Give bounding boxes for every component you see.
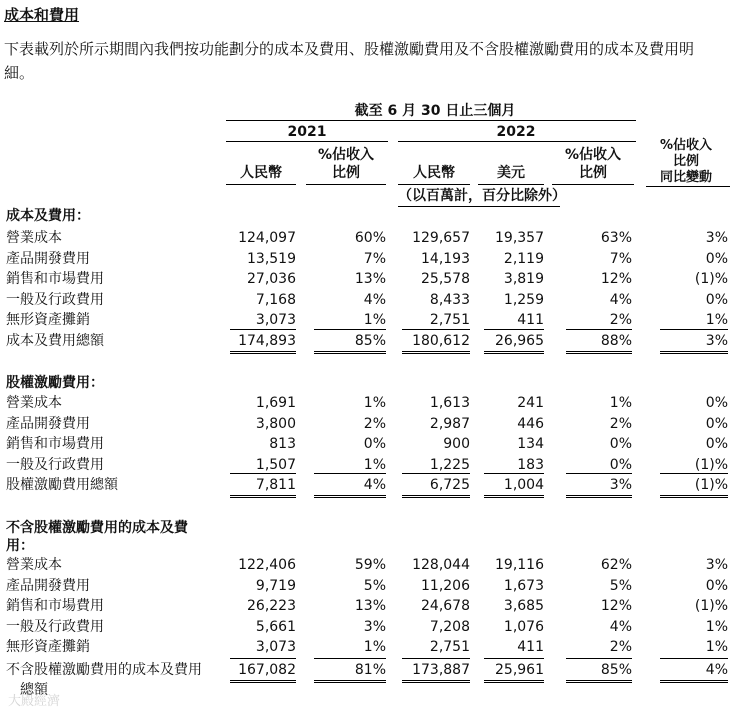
total-double-rule	[566, 680, 632, 681]
total-double-rule	[484, 680, 544, 681]
row-value-rmb2021: 3,800	[255, 416, 296, 432]
row-value-rmb2021: 13,519	[247, 251, 296, 267]
col-underline	[552, 184, 634, 185]
total-value-pct2021: 4%	[363, 477, 386, 493]
total-double-rule	[660, 497, 728, 498]
row-value-rmb2022: 24,678	[421, 598, 470, 614]
row-value-pct2022: 0%	[609, 436, 632, 452]
row-value-rmb2021: 122,406	[238, 557, 296, 573]
total-value-rmb2021: 174,893	[238, 333, 296, 349]
subtotal-rule	[484, 658, 544, 659]
year-2022-underline	[398, 141, 636, 142]
total-double-rule	[402, 495, 470, 496]
row-value-pct2022: 7%	[609, 251, 632, 267]
row-value-yoy: 0%	[705, 251, 728, 267]
row-value-rmb2022: 2,987	[429, 416, 470, 432]
total-double-rule	[314, 497, 386, 498]
row-value-usd2022: 183	[517, 457, 544, 473]
row-value-usd2022: 446	[517, 416, 544, 432]
total-value-pct2022: 85%	[600, 662, 632, 678]
total-double-rule	[484, 351, 544, 352]
row-value-usd2022: 411	[517, 312, 544, 328]
row-value-rmb2022: 7,208	[429, 619, 470, 635]
row-label: 一般及行政費用	[6, 619, 104, 635]
section-heading-excl-sbc-line2: 用：	[6, 538, 34, 554]
total-value-rmb2021: 167,082	[238, 662, 296, 678]
total-double-rule	[230, 680, 296, 681]
row-value-pct2022: 2%	[609, 639, 632, 655]
row-value-pct2022: 2%	[609, 416, 632, 432]
row-value-pct2021: 1%	[363, 312, 386, 328]
row-label: 營業成本	[6, 557, 62, 573]
total-value-pct2021: 81%	[354, 662, 386, 678]
subtotal-rule	[566, 473, 632, 474]
subtotal-rule	[314, 473, 386, 474]
col-underline	[226, 184, 296, 185]
total-value-rmb2022: 6,725	[429, 477, 470, 493]
row-value-yoy: 1%	[705, 312, 728, 328]
row-label: 銷售和市場費用	[6, 598, 104, 614]
row-label: 產品開發費用	[6, 578, 90, 594]
row-value-pct2021: 13%	[354, 598, 386, 614]
subtotal-rule	[660, 329, 728, 330]
total-double-rule	[230, 353, 296, 354]
intro-paragraph: 下表載列於所示期間內我們按功能劃分的成本及費用、股權激勵費用及不含股權激勵費用的成本及費用明細。	[4, 40, 695, 82]
row-label: 銷售和市場費用	[6, 436, 104, 452]
total-double-rule	[660, 495, 728, 496]
subtotal-rule	[230, 473, 296, 474]
row-value-yoy: 3%	[705, 557, 728, 573]
row-value-yoy: 0%	[705, 292, 728, 308]
row-value-usd2022: 3,819	[503, 271, 544, 287]
row-value-rmb2021: 5,661	[255, 619, 296, 635]
total-double-rule	[230, 682, 296, 683]
row-value-pct2021: 59%	[354, 557, 386, 573]
row-value-usd2022: 19,357	[495, 230, 544, 246]
row-value-rmb2021: 27,036	[247, 271, 296, 287]
row-value-pct2022: 0%	[609, 457, 632, 473]
total-value-usd2022: 26,965	[495, 333, 544, 349]
row-value-yoy: 0%	[705, 395, 728, 411]
row-label: 銷售和市場費用	[6, 271, 104, 287]
total-double-rule	[402, 680, 470, 681]
subtotal-rule	[314, 329, 386, 330]
total-value-usd2022: 1,004	[503, 477, 544, 493]
page-title: 成本和費用	[4, 6, 80, 24]
total-label: 成本及費用總額	[6, 333, 104, 349]
total-double-rule	[402, 351, 470, 352]
total-double-rule	[484, 682, 544, 683]
col-underline	[398, 184, 470, 185]
row-label: 無形資產攤銷	[6, 639, 90, 655]
row-value-pct2021: 4%	[363, 292, 386, 308]
row-value-pct2022: 63%	[600, 230, 632, 246]
total-double-rule	[230, 497, 296, 498]
total-double-rule	[314, 353, 386, 354]
row-value-pct2021: 13%	[354, 271, 386, 287]
subtotal-rule	[484, 473, 544, 474]
row-value-pct2022: 5%	[609, 578, 632, 594]
row-value-rmb2022: 900	[443, 436, 470, 452]
row-value-yoy: 1%	[705, 639, 728, 655]
subtotal-rule	[402, 658, 470, 659]
total-double-rule	[230, 351, 296, 352]
row-value-usd2022: 3,685	[503, 598, 544, 614]
row-value-pct2021: 5%	[363, 578, 386, 594]
total-double-rule	[484, 497, 544, 498]
subtotal-rule	[660, 658, 728, 659]
row-value-rmb2022: 11,206	[421, 578, 470, 594]
row-label: 無形資產攤銷	[6, 312, 90, 328]
total-label: 股權激勵費用總額	[6, 477, 118, 493]
total-double-rule	[314, 495, 386, 496]
total-value-yoy: 3%	[705, 333, 728, 349]
unit-note: （以百萬計，百分比除外）	[398, 188, 566, 204]
total-double-rule	[566, 495, 632, 496]
subtotal-rule	[484, 329, 544, 330]
total-value-yoy: (1)%	[694, 477, 728, 493]
row-label: 營業成本	[6, 230, 62, 246]
period-header: 截至 6 月 30 日止三個月	[354, 103, 516, 119]
row-value-rmb2022: 1,225	[429, 457, 470, 473]
row-label: 一般及行政費用	[6, 457, 104, 473]
row-value-pct2022: 2%	[609, 312, 632, 328]
col-yoy-line3: 同比變動	[659, 170, 712, 185]
year-2022-header: 2022	[496, 124, 536, 140]
row-value-rmb2021: 1,691	[255, 395, 296, 411]
section-heading-costs: 成本及費用：	[6, 208, 90, 224]
row-value-pct2021: 1%	[363, 457, 386, 473]
row-value-yoy: (1)%	[694, 271, 728, 287]
total-double-rule	[484, 495, 544, 496]
row-value-rmb2021: 124,097	[238, 230, 296, 246]
col-pct-2022-line1: %佔收入	[564, 147, 622, 163]
row-value-rmb2022: 128,044	[412, 557, 470, 573]
total-double-rule	[484, 353, 544, 354]
row-value-pct2022: 4%	[609, 292, 632, 308]
row-value-rmb2022: 1,613	[429, 395, 470, 411]
row-value-rmb2021: 3,073	[255, 312, 296, 328]
row-value-rmb2021: 26,223	[247, 598, 296, 614]
total-value-rmb2022: 173,887	[412, 662, 470, 678]
year-2021-header: 2021	[287, 124, 327, 140]
col-underline	[646, 186, 730, 187]
row-value-pct2021: 1%	[363, 395, 386, 411]
col-pct-2021-line1: %佔收入	[317, 147, 375, 163]
row-value-yoy: (1)%	[694, 598, 728, 614]
col-rmb-2021: 人民幣	[240, 165, 282, 181]
subtotal-rule	[230, 329, 296, 330]
total-double-rule	[314, 682, 386, 683]
row-value-usd2022: 1,259	[503, 292, 544, 308]
subtotal-rule	[660, 473, 728, 474]
total-value-pct2022: 88%	[600, 333, 632, 349]
total-value-yoy: 4%	[705, 662, 728, 678]
row-label: 產品開發費用	[6, 416, 90, 432]
row-value-rmb2022: 129,657	[412, 230, 470, 246]
col-rmb-2022: 人民幣	[413, 165, 455, 181]
row-value-usd2022: 19,116	[495, 557, 544, 573]
row-value-usd2022: 1,076	[503, 619, 544, 635]
total-value-usd2022: 25,961	[495, 662, 544, 678]
total-double-rule	[566, 351, 632, 352]
total-double-rule	[660, 353, 728, 354]
total-double-rule	[402, 353, 470, 354]
row-value-usd2022: 1,673	[503, 578, 544, 594]
col-usd-2022: 美元	[497, 165, 525, 181]
row-value-pct2021: 7%	[363, 251, 386, 267]
watermark: 大殿經濟	[8, 694, 61, 709]
subtotal-rule	[566, 329, 632, 330]
subtotal-rule	[402, 473, 470, 474]
total-double-rule	[660, 682, 728, 683]
row-value-yoy: 3%	[705, 230, 728, 246]
subtotal-rule	[230, 658, 296, 659]
row-value-yoy: (1)%	[694, 457, 728, 473]
row-value-rmb2021: 1,507	[255, 457, 296, 473]
row-value-rmb2022: 25,578	[421, 271, 470, 287]
total-double-rule	[314, 680, 386, 681]
row-value-pct2022: 12%	[600, 598, 632, 614]
row-value-pct2022: 62%	[600, 557, 632, 573]
period-underline	[226, 120, 636, 121]
row-value-rmb2022: 8,433	[429, 292, 470, 308]
row-label: 營業成本	[6, 395, 62, 411]
unit-note-underline	[398, 206, 560, 207]
row-value-rmb2022: 2,751	[429, 639, 470, 655]
row-value-pct2021: 1%	[363, 639, 386, 655]
section-heading-excl-sbc-line1: 不含股權激勵費用的成本及費	[6, 520, 188, 536]
row-value-usd2022: 134	[517, 436, 544, 452]
row-value-rmb2021: 9,719	[255, 578, 296, 594]
total-value-rmb2021: 7,811	[255, 477, 296, 493]
row-value-pct2022: 1%	[609, 395, 632, 411]
col-yoy-line1: %佔收入	[659, 138, 713, 153]
col-yoy-line2: 比例	[672, 154, 699, 169]
row-value-usd2022: 241	[517, 395, 544, 411]
row-value-yoy: 0%	[705, 436, 728, 452]
total-double-rule	[230, 495, 296, 496]
row-value-usd2022: 411	[517, 639, 544, 655]
row-value-pct2021: 0%	[363, 436, 386, 452]
total-double-rule	[566, 353, 632, 354]
total-double-rule	[566, 497, 632, 498]
row-value-yoy: 0%	[705, 578, 728, 594]
col-underline	[306, 184, 386, 185]
row-label: 一般及行政費用	[6, 292, 104, 308]
row-value-rmb2021: 813	[269, 436, 296, 452]
total-value-pct2022: 3%	[609, 477, 632, 493]
section-heading-sbc: 股權激勵費用：	[6, 375, 104, 391]
row-value-rmb2022: 14,193	[421, 251, 470, 267]
row-value-pct2022: 12%	[600, 271, 632, 287]
total-double-rule	[660, 351, 728, 352]
row-value-pct2021: 2%	[363, 416, 386, 432]
row-value-rmb2022: 2,751	[429, 312, 470, 328]
row-value-pct2022: 4%	[609, 619, 632, 635]
subtotal-rule	[314, 658, 386, 659]
row-value-yoy: 0%	[705, 416, 728, 432]
row-value-rmb2021: 7,168	[255, 292, 296, 308]
total-double-rule	[402, 682, 470, 683]
total-value-rmb2022: 180,612	[412, 333, 470, 349]
total-value-pct2021: 85%	[354, 333, 386, 349]
total-double-rule	[566, 682, 632, 683]
row-value-usd2022: 2,119	[503, 251, 544, 267]
col-underline	[478, 184, 544, 185]
subtotal-rule	[402, 329, 470, 330]
row-value-pct2021: 3%	[363, 619, 386, 635]
total-label-line2: 總額	[20, 682, 48, 698]
subtotal-rule	[566, 658, 632, 659]
col-pct-2022-line2: 比例	[579, 165, 607, 181]
row-value-rmb2021: 3,073	[255, 639, 296, 655]
total-double-rule	[402, 497, 470, 498]
year-2021-underline	[226, 141, 388, 142]
row-value-yoy: 1%	[705, 619, 728, 635]
row-label: 產品開發費用	[6, 251, 90, 267]
total-double-rule	[660, 680, 728, 681]
total-double-rule	[314, 351, 386, 352]
row-value-pct2021: 60%	[354, 230, 386, 246]
col-pct-2021-line2: 比例	[332, 165, 360, 181]
total-label-line1: 不含股權激勵費用的成本及費用	[6, 662, 202, 678]
